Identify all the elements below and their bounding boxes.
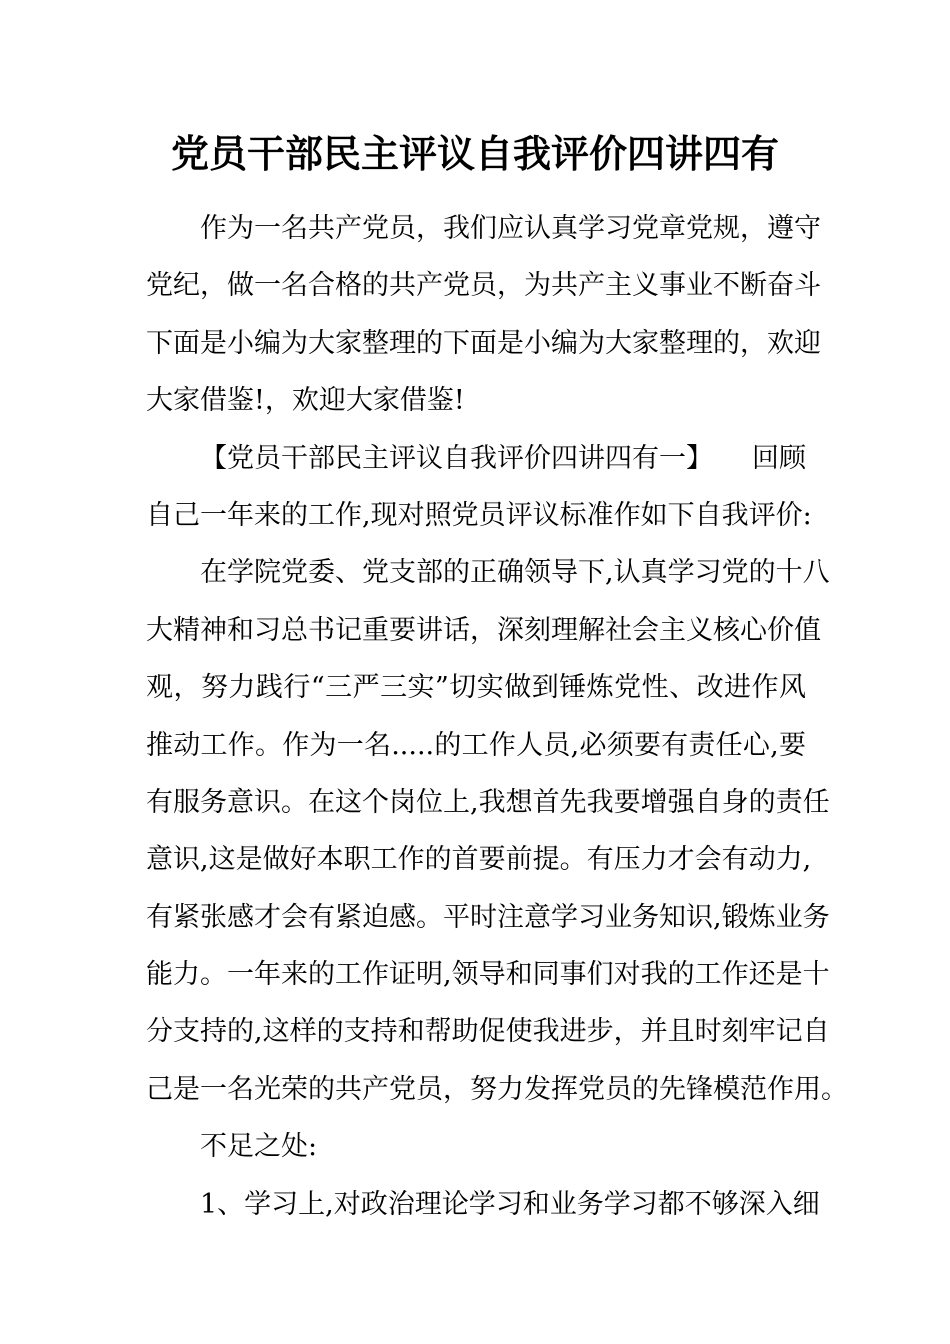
paragraph-line: 有紧张感才会有紧迫感。平时注意学习业务知识,锻炼业务 (146, 901, 830, 933)
paragraph-line: 大家借鉴!，欢迎大家借鉴! (146, 385, 465, 417)
document-title: 党员干部民主评议自我评价四讲四有 (170, 131, 779, 176)
paragraph-line: 下面是小编为大家整理的下面是小编为大家整理的，欢迎 (146, 327, 821, 359)
paragraph-line: 作为一名共产党员，我们应认真学习党章党规，遵守 (200, 213, 821, 244)
paragraph-line: 推动工作。作为一名.....的工作人员,必须要有责任心,要 (146, 729, 806, 761)
paragraph-line: 大精神和习总书记重要讲话，深刻理解社会主义核心价值 (146, 614, 821, 646)
section-heading-row (146, 430, 806, 487)
paragraph-line: 能力。一年来的工作证明,领导和同事们对我的工作还是十 (146, 959, 830, 991)
paragraph-line: 在学院党委、党支部的正确领导下,认真学习党的十八 (200, 557, 830, 589)
paragraph-line: 自己一年来的工作,现对照党员评议标准作如下自我评价: (146, 499, 812, 531)
paragraph-line: 不足之处: (200, 1131, 318, 1163)
paragraph-line: 观，努力践行“三严三实”切实做到锤炼党性、改进作风 (146, 672, 806, 704)
document-body (146, 200, 848, 1233)
paragraph-line: 意识,这是做好本职工作的首要前提。有压力才会有动力, (146, 844, 812, 876)
paragraph-line: 有服务意识。在这个岗位上,我想首先我要增强自身的责任 (146, 786, 830, 818)
section-heading: 【党员干部民主评议自我评价四讲四有一】 (200, 442, 713, 474)
paragraph-line: 己是一名光荣的共产党员，努力发挥党员的先锋模范作用。 (146, 1073, 848, 1105)
paragraph-line: 1、学习上,对政治理论学习和业务学习都不够深入细 (200, 1188, 820, 1220)
paragraph-line: 分支持的,这样的支持和帮助促使我进步，并且时刻牢记自 (146, 1016, 830, 1048)
paragraph-line-start: 回顾 (752, 442, 806, 474)
paragraph-line: 党纪，做一名合格的共产党员，为共产主义事业不断奋斗 (146, 270, 821, 302)
